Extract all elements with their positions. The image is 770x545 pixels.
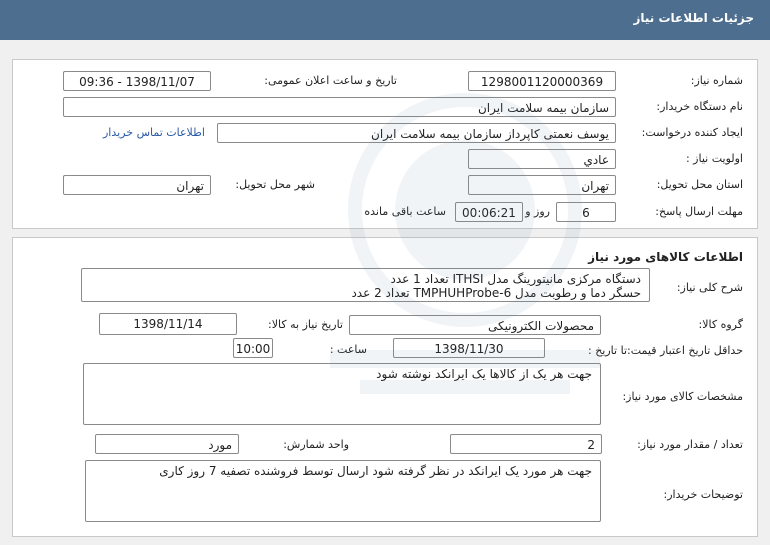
goods-group-label: گروه کالا: [698, 318, 743, 331]
required-quantity-label: تعداد / مقدار مورد نیاز: [637, 438, 743, 451]
request-creator-label: ایجاد کننده درخواست: [641, 126, 743, 139]
goods-specs-label: مشخصات کالای مورد نیاز: [622, 390, 743, 403]
hours-remaining-label: ساعت باقی مانده [364, 205, 446, 218]
days-remaining-field[interactable]: 6 [556, 202, 616, 222]
until-date-field[interactable]: 1398/11/30 [393, 338, 545, 358]
need-number-label: شماره نیاز: [690, 74, 743, 87]
need-date-field[interactable]: 1398/11/14 [99, 313, 237, 335]
goods-group-field[interactable]: محصولات الکترونیکی [349, 315, 601, 335]
goods-info-panel [12, 237, 758, 537]
buyer-org-label: نام دستگاه خریدار: [656, 100, 743, 113]
time-remaining-field[interactable]: 00:06:21 [455, 202, 523, 222]
need-date-label: تاریخ نیاز به کالا: [268, 318, 343, 331]
required-quantity-field[interactable]: 2 [450, 434, 602, 454]
validity-hour-label: ساعت : [329, 343, 367, 356]
announce-datetime-field[interactable]: 1398/11/07 - 09:36 [63, 71, 211, 91]
until-date-label: تا تاریخ : [588, 344, 627, 357]
general-description-field[interactable] [81, 268, 650, 302]
days-and-label: روز و [525, 205, 550, 218]
priority-field[interactable]: عادي [468, 149, 616, 169]
delivery-province-label: استان محل تحویل: [656, 178, 743, 191]
buyer-org-field[interactable]: سازمان بیمه سلامت ایران [63, 97, 616, 117]
delivery-province-field[interactable]: تهران [468, 175, 616, 195]
request-creator-field[interactable]: یوسف نعمتی کاپرداز سازمان بیمه سلامت ایران [217, 123, 616, 143]
buyer-notes-field[interactable]: جهت هر مورد یک ایرانکد در نظر گرفته شود ارسال توسط فروشنده تصفیه 7 روز کاری [85, 460, 601, 522]
min-price-validity-label: حداقل تاریخ اعتبار قیمت: [627, 344, 743, 357]
delivery-city-field[interactable]: تهران [63, 175, 211, 195]
delivery-city-label: شهر محل تحویل: [235, 178, 315, 191]
general-description-line-2: حسگر دما و رطوبت مدل TMPHUHProbe-6 تعداد 2 عدد [351, 286, 641, 300]
need-info-panel [12, 59, 758, 229]
counting-unit-field[interactable]: مورد [95, 434, 239, 454]
priority-label: اولویت نیاز : [685, 152, 743, 165]
response-deadline-label: مهلت ارسال پاسخ: [655, 205, 743, 218]
need-number-field[interactable]: 1298001120000369 [468, 71, 616, 91]
validity-hour-field[interactable]: 10:00 [233, 338, 273, 358]
general-description-line-1: دستگاه مرکزی مانیتورینگ مدل ITHSI تعداد 1 عدد [390, 272, 641, 286]
goods-specs-field[interactable]: جهت هر یک از کالاها یک ایرانکد نوشته شود [83, 363, 601, 425]
counting-unit-label: واحد شمارش: [283, 438, 349, 451]
page-header [0, 0, 770, 40]
buyer-contact-link[interactable]: اطلاعات تماس خریدار [103, 126, 205, 139]
buyer-notes-label: توضیحات خریدار: [663, 488, 743, 501]
goods-section-title: اطلاعات کالاهای مورد نیاز [588, 250, 743, 264]
page-title: جزئیات اطلاعات نیاز [633, 11, 754, 25]
general-description-label: شرح کلی نیاز: [676, 281, 743, 294]
announce-datetime-label: تاریخ و ساعت اعلان عمومی: [264, 74, 397, 87]
